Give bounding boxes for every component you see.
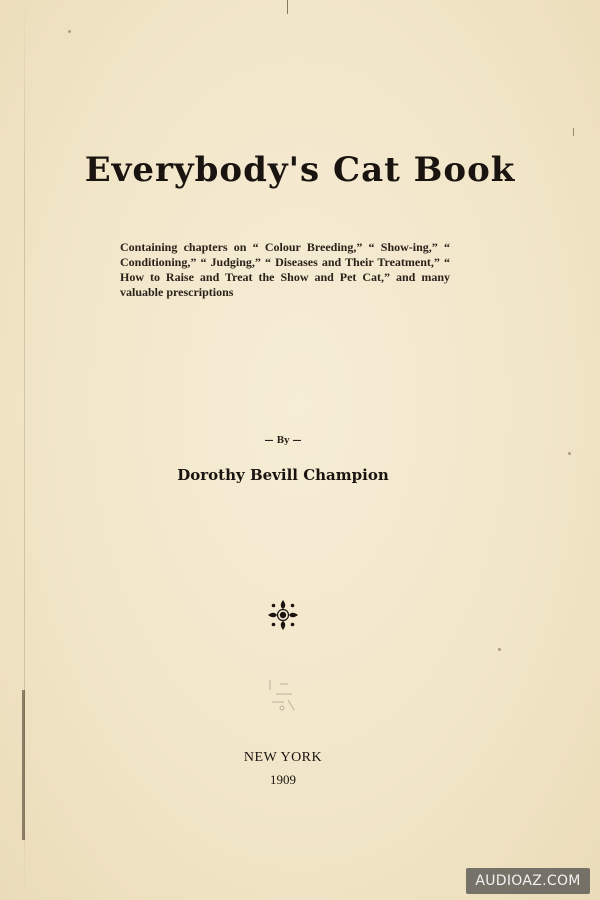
- book-subtitle: Containing chapters on “ Colour Breeding,” “ Show-ing,” “ Conditioning,” “ Judging,” “ Diseases and Their Treatment,” “ How to Raise and Treat the Show and Pet Cat,” and many valuable prescriptions: [120, 240, 450, 299]
- paper-speck: [568, 452, 571, 455]
- fleuron-ornament-icon: [266, 598, 300, 632]
- publisher-city: NEW YORK: [243, 750, 323, 765]
- page-mark: [287, 0, 288, 14]
- page-mark: [573, 128, 574, 136]
- site-watermark: AUDIOAZ.COM: [466, 868, 590, 894]
- paper-speck: [498, 648, 501, 651]
- library-stamp-icon: [262, 676, 302, 716]
- author-name: Dorothy Bevill Champion: [177, 466, 389, 484]
- book-title: Everybody's Cat Book: [84, 150, 516, 190]
- by-line: — By —: [264, 436, 302, 446]
- publication-year: 1909: [270, 772, 296, 787]
- paper-speck: [68, 30, 71, 33]
